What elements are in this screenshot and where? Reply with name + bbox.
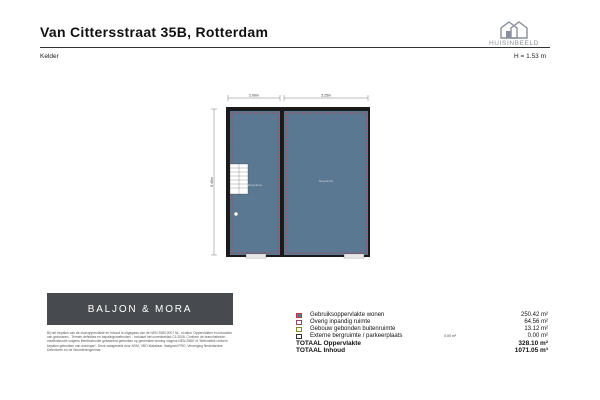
room-right — [284, 111, 368, 255]
legend-label: Externe bergruimte / parkeerplaats — [310, 333, 403, 339]
staircase — [230, 164, 248, 194]
dim-height-label: 5.40m — [210, 177, 214, 187]
legend-swatch — [296, 327, 302, 332]
legend-label: Gebouw gebonden buitenruimte — [310, 326, 396, 332]
floor-plan-drawing — [180, 88, 380, 268]
legend-sub-value: 0.00 m² — [444, 334, 457, 338]
legend-value: 13.12 m² — [524, 326, 548, 332]
floor-height: H = 1.53 m — [514, 53, 546, 60]
agency-logo: BALJON & MORA — [47, 293, 233, 325]
house-logo-icon — [498, 20, 530, 40]
dim-left-label: 2.00m — [249, 93, 259, 98]
legend-row — [296, 319, 548, 326]
room-left-label: bergruimte — [247, 183, 263, 187]
total-value: 1071.05 m³ — [514, 347, 548, 354]
logo-text: HUISINBEELD — [489, 40, 539, 47]
legend-swatch — [296, 313, 302, 318]
total-value: 328.10 m² — [518, 340, 548, 347]
floor-plan — [180, 88, 380, 273]
legend-label: Gebruiksoppervlakte wonen — [310, 312, 385, 318]
legend-row — [296, 312, 548, 319]
room-right-label: bergruimte — [318, 179, 334, 183]
legend-row — [296, 326, 548, 333]
page-title: Van Cittersstraat 35B, Rotterdam — [40, 24, 269, 40]
area-legend — [296, 312, 548, 354]
legend-value: 250.42 m² — [520, 312, 548, 318]
disclaimer-text: Bij het bepalen van de vloeroppervlakte en inhoud is uitgegaan van de NEN 2580:2007 NL, nl-talen 'Oppervlakten en inhouden van gebouwen - Termen definities en bepalingsmethoden' - inclusief het correctieblad C1:2008. Conform de branchebrede meetinstructie volgens Meetinstructie gebaseerd gebruiken op generalize woning volgens NEN-2580' of 'Metholdiek uniform bepalen gebruiken van woningen'. Deze vastgesteld door NVM, VBO Makelaar, Vastgoed PRO, Vereniging Nederlandse Detectoren en de Woordbrengenmer. — [47, 331, 233, 352]
legend-value: 64.56 m² — [524, 319, 548, 325]
legend-swatch — [296, 334, 302, 339]
total-label: TOTAAL Oppervlakte — [296, 340, 362, 347]
total-row — [296, 347, 548, 354]
header-divider — [40, 47, 550, 48]
floor-label: Kelder — [40, 53, 59, 60]
total-row — [296, 340, 548, 347]
legend-row — [296, 333, 548, 340]
drain-icon — [234, 212, 238, 216]
huisinbeeld-logo — [482, 20, 546, 50]
dim-right-label: 3.25m — [321, 93, 331, 98]
legend-swatch — [296, 320, 302, 325]
legend-label: Overig inpandig ruimte — [310, 319, 371, 325]
legend-value: 0.00 m² — [527, 333, 548, 339]
total-label: TOTAAL Inhoud — [296, 347, 346, 354]
